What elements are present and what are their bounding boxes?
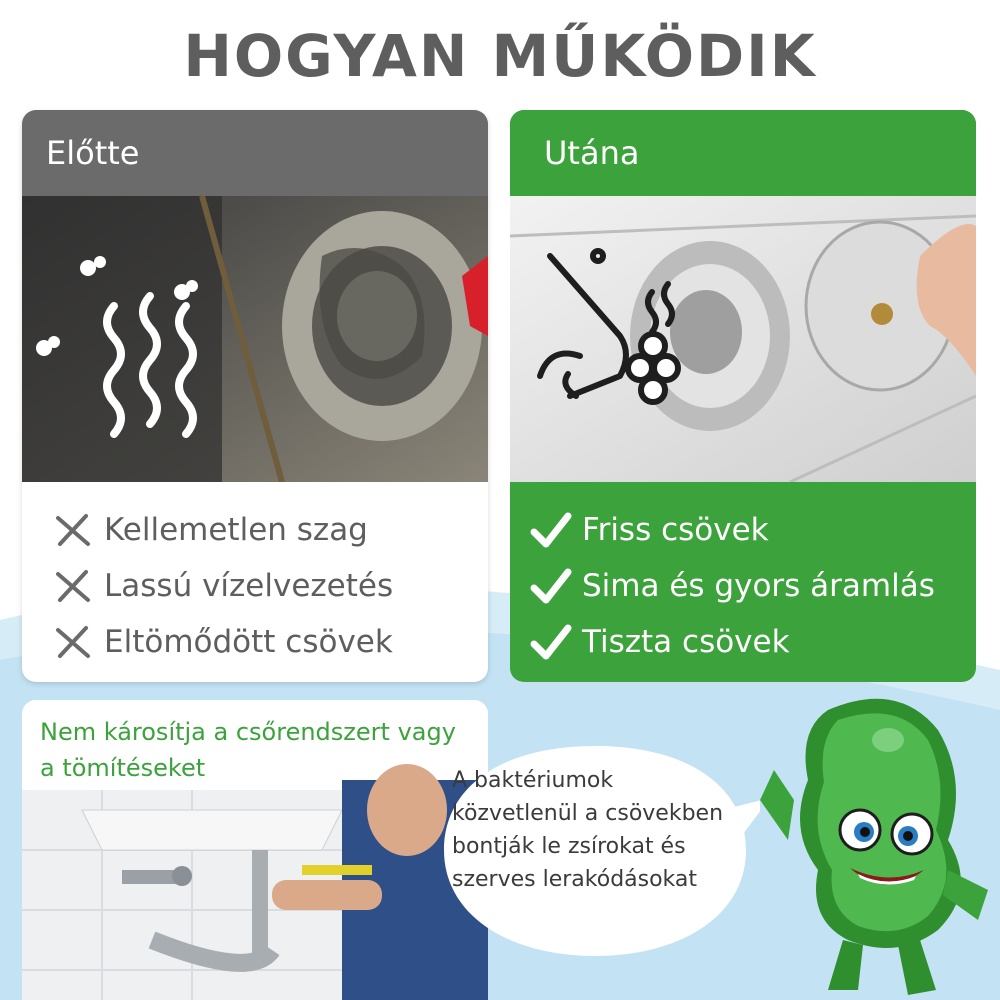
item-label: Lassú vízelvezetés bbox=[104, 568, 394, 604]
list-item bbox=[22, 558, 488, 614]
before-list bbox=[22, 502, 488, 670]
page-title: HOGYAN MŰKÖDIK bbox=[183, 22, 817, 90]
after-list bbox=[510, 502, 976, 670]
list-item bbox=[510, 502, 976, 558]
list-item bbox=[22, 614, 488, 670]
plumber-photo-panel bbox=[22, 700, 488, 1000]
cross-icon bbox=[50, 566, 96, 606]
item-label: Tiszta csövek bbox=[582, 624, 790, 660]
after-card bbox=[510, 110, 976, 682]
bacteria-mascot bbox=[748, 690, 998, 1000]
item-label: Friss csövek bbox=[582, 512, 769, 548]
item-label: Kellemetlen szag bbox=[104, 512, 368, 548]
checkmark-icon bbox=[528, 622, 574, 662]
before-card bbox=[22, 110, 488, 682]
checkmark-icon bbox=[528, 510, 574, 550]
dirty-drain-photo bbox=[22, 196, 488, 482]
tagline: Nem károsítja a csőrendszert vagy a tömítéseket bbox=[40, 718, 456, 782]
cross-icon bbox=[50, 510, 96, 550]
checkmark-icon bbox=[528, 566, 574, 606]
bubble-text: A baktériumok közvetlenül a csövekben bontják le zsírokat és szerves lerakódásokat bbox=[452, 768, 724, 892]
clean-drain-photo bbox=[510, 196, 976, 482]
list-item bbox=[510, 614, 976, 670]
cross-icon bbox=[50, 622, 96, 662]
after-heading: Utána bbox=[510, 110, 976, 196]
list-item bbox=[22, 502, 488, 558]
list-item bbox=[510, 558, 976, 614]
item-label: Eltömődött csövek bbox=[104, 624, 393, 660]
before-heading: Előtte bbox=[22, 110, 488, 196]
item-label: Sima és gyors áramlás bbox=[582, 568, 935, 604]
